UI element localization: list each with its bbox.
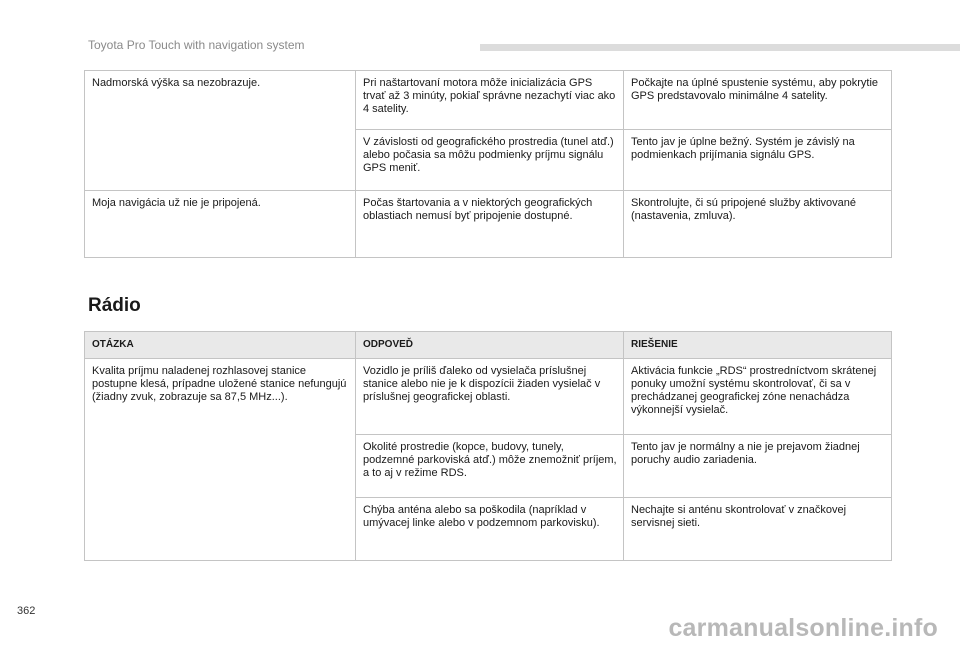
- solution-cell: Tento jav je normálny a nie je prejavom žiadnej poruchy audio zariadenia.: [624, 435, 892, 498]
- table-row: [85, 359, 892, 435]
- radio-troubleshooting-table: [84, 331, 892, 561]
- column-header-answer: ODPOVEĎ: [356, 332, 624, 359]
- question-cell: Moja navigácia už nie je pripojená.: [85, 191, 356, 258]
- running-header: Toyota Pro Touch with navigation system: [88, 38, 305, 52]
- gps-troubleshooting-table: [84, 70, 892, 258]
- page-number: 362: [17, 605, 36, 617]
- table-header-row: [85, 332, 892, 359]
- cause-cell: Počas štartovania a v niektorých geografických oblastiach nemusí byť pripojenie dostupné.: [356, 191, 624, 258]
- cause-cell: Pri naštartovaní motora môže inicializácia GPS trvať až 3 minúty, pokiaľ správne nezachytí viac ako 4 satelity.: [356, 71, 624, 130]
- cause-cell: Vozidlo je príliš ďaleko od vysielača príslušnej stanice alebo nie je k dispozícii žiaden vysielač v príslušnej geografickej oblasti.: [356, 359, 624, 435]
- solution-cell: Tento jav je úplne bežný. Systém je závislý na podmienkach prijímania signálu GPS.: [624, 130, 892, 191]
- solution-cell: Počkajte na úplné spustenie systému, aby pokrytie GPS predstavovalo minimálne 4 satelity.: [624, 71, 892, 130]
- table-row: [85, 71, 892, 130]
- cause-cell: Chýba anténa alebo sa poškodila (napríklad v umývacej linke alebo v podzemnom parkovisku).: [356, 498, 624, 561]
- column-header-solution: RIEŠENIE: [624, 332, 892, 359]
- column-header-question: OTÁZKA: [85, 332, 356, 359]
- cause-cell: Okolité prostredie (kopce, budovy, tunely, podzemné parkoviská atď.) môže znemožniť príjem, a to aj v režime RDS.: [356, 435, 624, 498]
- watermark: carmanualsonline.info: [668, 614, 938, 642]
- solution-cell: Skontrolujte, či sú pripojené služby aktivované (nastavenia, zmluva).: [624, 191, 892, 258]
- header-bar: [480, 44, 960, 51]
- solution-cell: Nechajte si anténu skontrolovať v značkovej servisnej sieti.: [624, 498, 892, 561]
- question-cell: Nadmorská výška sa nezobrazuje.: [85, 71, 356, 191]
- section-title: Rádio: [88, 295, 141, 316]
- question-cell: Kvalita príjmu naladenej rozhlasovej stanice postupne klesá, prípadne uložené stanice nefungujú (žiadny zvuk, zobrazuje sa 87,5 MHz...).: [85, 359, 356, 561]
- table-row: [85, 191, 892, 258]
- solution-cell: Aktivácia funkcie „RDS“ prostredníctvom skrátenej ponuky umožní systému skontrolovať, či sa v prechádzanej geografickej zóne nenachádza výkonnejší vysielač.: [624, 359, 892, 435]
- cause-cell: V závislosti od geografického prostredia (tunel atď.) alebo počasia sa môžu podmienky príjmu signálu GPS meniť.: [356, 130, 624, 191]
